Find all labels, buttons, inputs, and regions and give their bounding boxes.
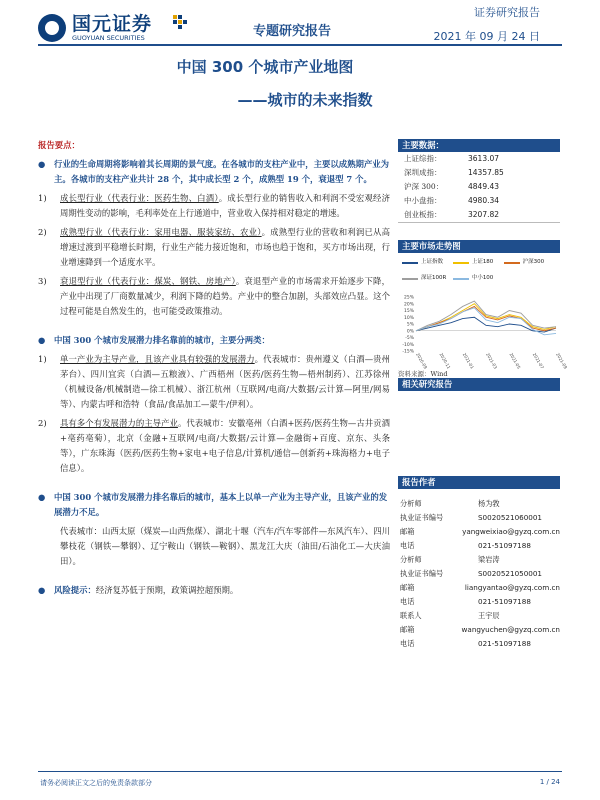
- author-name-row: 分析师 梁岩涛: [400, 555, 500, 564]
- chart-title: 主要市场走势图: [398, 240, 560, 253]
- author-email-row: 邮箱 yangweixiao@gyzq.com.cn: [400, 527, 560, 536]
- list-item: 2) 具有多个有发展潜力的主导产业。代表城市：安徽亳州（白酒+医药/医药生物—古井贡酒+亳药亳菊），北京（金融+互联网/电商/大数据/云计算—金融街+百度、京东、头条等），广东珠海（医药/医药生物+家电+电子信息/计算机/通信—创新药+珠海格力+电子信息）。: [38, 418, 390, 473]
- author-name-row: 联系人 王宇辰: [400, 611, 500, 620]
- x-tick-label: 2020-11: [438, 352, 452, 370]
- title-line-1: 中国 300 个城市产业地图: [176, 58, 354, 76]
- chart-legend: [398, 253, 560, 293]
- chart-source: 资料来源：Wind: [398, 370, 448, 378]
- legend-item: [453, 273, 504, 285]
- logo-grid-icon: [172, 14, 188, 30]
- x-tick-label: 2021-03: [485, 352, 499, 370]
- report-category: 证券研究报告: [474, 6, 540, 19]
- bullet-icon: ●: [38, 492, 46, 502]
- report-date: 2021 年 09 月 24 日: [433, 30, 540, 43]
- author-cert-row: 执业证书编号 S0020521050001: [400, 569, 543, 578]
- bullet-icon: ●: [38, 585, 46, 595]
- legend-label: 上证指数: [421, 259, 444, 265]
- author-tel-row: 电话 021-51097188: [400, 639, 531, 648]
- market-chart-panel: [398, 240, 569, 378]
- legend-swatch: [453, 278, 469, 280]
- legend-swatch: [402, 262, 418, 264]
- data-row: 中小盘指： 4980.34: [404, 196, 500, 205]
- data-row: 深圳成指： 14357.85: [404, 168, 504, 177]
- x-tick-label: 2021-09: [555, 352, 569, 370]
- author-tel-row: 电话 021-51097188: [400, 541, 531, 550]
- related-title: 相关研究报告: [398, 378, 560, 391]
- risk-note: ● 风险提示：经济复苏低于预期，政策调控超预期。: [38, 583, 390, 598]
- title-line-2: ——城市的未来指数: [237, 91, 373, 109]
- author-name-row: 分析师 杨为敩: [400, 499, 500, 508]
- bullet-icon: ●: [38, 335, 46, 345]
- x-tick-label: 2021-07: [531, 352, 545, 370]
- related-research-panel: [398, 378, 560, 391]
- author-cert-row: 执业证书编号 S0020521060001: [400, 513, 543, 522]
- y-tick-label: -10%: [402, 342, 414, 348]
- legend-label: 上证180: [471, 259, 494, 265]
- legend-swatch: [402, 278, 418, 280]
- key-point-3: ● 中国 300 个城市发展潜力排名靠后的城市，基本上以单一产业为主导产业，且该产业的发展潜力不足。: [38, 490, 390, 520]
- list-item: 1) 成长型行业（代表行业：医药生物、白酒）。成长型行业的销售收入和利润不受宏观经济周期性变动的影响，毛利率处在上行通道中，营业收入保持相对稳定的增速。: [38, 193, 390, 218]
- logo-cn: 国元证券: [72, 13, 153, 35]
- logo-en: GUOYUAN SECURITIES: [72, 34, 145, 42]
- data-row: 创业板指： 3207.82: [404, 210, 500, 219]
- report-title: [0, 56, 600, 110]
- main-content: [38, 138, 390, 598]
- page-number: 1 / 24: [539, 778, 560, 786]
- legend-label: 深证100R: [421, 275, 447, 281]
- legend-item: [402, 273, 453, 285]
- list-item: 3) 衰退型行业（代表行业：煤炭、钢铁、房地产）。衰退型产业的市场需求开始逐步下降，产业中出现了厂商数量减少，利润下降的趋势。产业中的整合加剧，头部效应凸显。这个过程可能是自然发生的，也可能受政策推动。: [38, 276, 390, 316]
- legend-item: [504, 257, 555, 269]
- data-row: 上证综指： 3613.07: [404, 154, 500, 163]
- author-email-row: 邮箱 liangyantao@gyzq.com.cn: [400, 583, 560, 592]
- report-header: [0, 0, 600, 50]
- y-tick-label: 15%: [403, 309, 414, 314]
- y-tick-label: 20%: [403, 302, 414, 308]
- logo-mark: [38, 14, 66, 42]
- authors-panel: [398, 476, 560, 651]
- data-row: 沪深 300： 4849.43: [404, 182, 500, 191]
- legend-label: 沪深300: [522, 259, 545, 265]
- bullet-icon: ●: [38, 159, 46, 169]
- author-tel-row: 电话 021-51097188: [400, 597, 531, 606]
- key-data-panel: [398, 139, 560, 223]
- key-point-2: ● 中国 300 个城市发展潜力排名靠前的城市，主要分两类：: [38, 333, 390, 348]
- legend-swatch: [453, 262, 469, 264]
- footer-disclaimer: 请务必阅读正文之后的免责条款部分: [40, 779, 152, 787]
- y-tick-label: 10%: [403, 315, 414, 321]
- legend-item: [402, 257, 453, 269]
- legend-label: 中小100: [471, 275, 494, 281]
- line-chart: [398, 293, 569, 370]
- y-tick-label: 5%: [406, 322, 414, 328]
- key-data-title: 主要数据：: [398, 139, 560, 152]
- key-point-1: ● 行业的生命周期将影响着其长周期的景气度。在各城市的支柱产业中，主要以成熟期产业为主。各城市的支柱产业共计 28 个，其中成长型 2 个，成熟型 19 个，衰退型 7 个。: [38, 157, 390, 187]
- company-logo: [38, 14, 152, 42]
- list-item: 1) 单一产业为主导产业，且该产业具有较强的发展潜力。代表城市：贵州遵义（白酒—贵州茅台）、四川宜宾（白酒—五粮液）、广西梧州（医药/医药生物—梧州制药）、江苏徐州（机械设备/机械制造—徐工机械）、浙江杭州（互联网/电商/大数据/云计算—阿里/网易等）、内蒙古呼和浩特（食品/食品加工—蒙牛/伊利）。: [38, 354, 391, 409]
- y-tick-label: -5%: [405, 336, 414, 341]
- header-rule: [38, 44, 562, 46]
- footer-rule: [38, 771, 562, 772]
- section-heading: 报告要点：: [38, 140, 80, 150]
- author-email-row: 邮箱 wangyuchen@gyzq.com.cn: [400, 625, 560, 634]
- list-item: 2) 成熟型行业（代表行业：家用电器、服装家纺、农业）。成熟型行业的营收和利润已从高增速过渡到平稳增长时期，行业生产能力接近饱和，市场也趋于饱和，买方市场出现，行业增速降到一个适度水平。: [38, 227, 391, 267]
- report-type: 专题研究报告: [253, 24, 332, 39]
- paragraph: 代表城市：山西太原（煤炭—山西焦煤）、湖北十堰（汽车/汽车零部件—东风汽车）、四川攀枝花（钢铁—攀钢）、辽宁鞍山（钢铁—鞍钢）、黑龙江大庆（油田/石油化工—大庆油田）。: [60, 526, 390, 566]
- y-tick-label: 25%: [403, 295, 414, 301]
- x-tick-label: 2021-01: [461, 352, 475, 370]
- x-tick-label: 2020-09: [415, 352, 429, 370]
- x-tick-label: 2021-05: [508, 352, 522, 370]
- y-tick-label: 0%: [406, 329, 414, 335]
- y-tick-label: -15%: [402, 349, 414, 355]
- author-title: 报告作者: [398, 476, 560, 489]
- legend-swatch: [504, 262, 520, 264]
- legend-item: [453, 257, 504, 269]
